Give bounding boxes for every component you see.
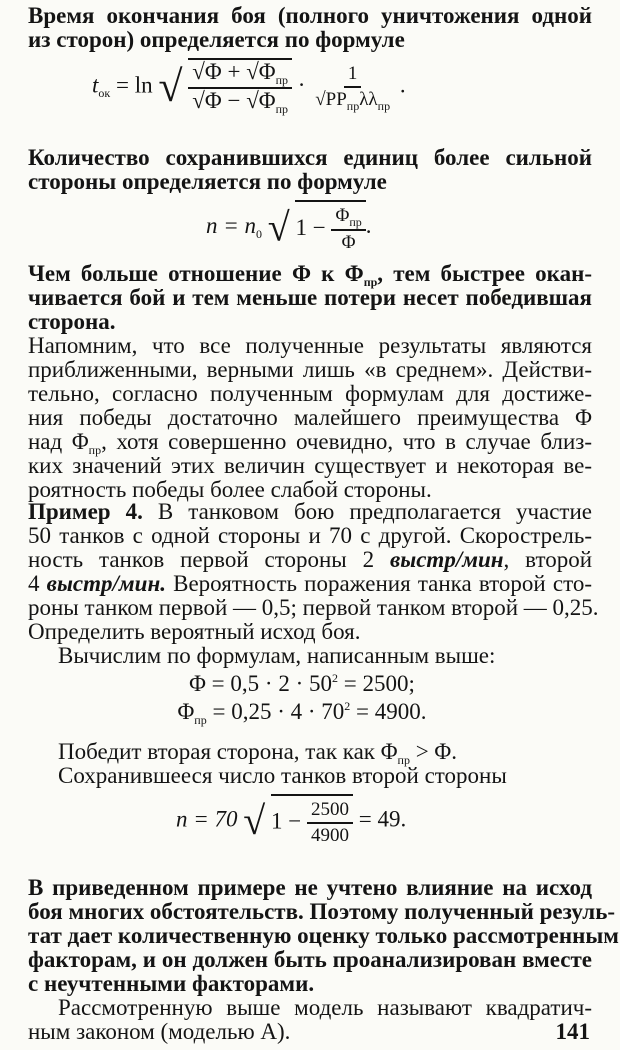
formula-operator: + bbox=[221, 59, 247, 84]
formula-term: 4900 bbox=[310, 825, 349, 846]
text-span: Вероятность поражения танка второй сто- bbox=[165, 571, 593, 596]
text-line: сторона. bbox=[28, 309, 116, 334]
formula-term: = 49. bbox=[352, 806, 407, 832]
formula-term: = 4900. bbox=[350, 699, 427, 724]
text-line: Рассмотренную выше модель называют квадратич- bbox=[58, 995, 592, 1020]
text-subscript: пр bbox=[397, 753, 410, 767]
text-line: Время окончания боя (полного уничтожения одной bbox=[28, 3, 592, 28]
formula-subscript: пр bbox=[194, 713, 207, 727]
text-span: , хотя совершенно очевидно, что в случае близ- bbox=[101, 429, 592, 454]
radical-sign: √ bbox=[158, 62, 183, 111]
radicand bbox=[271, 794, 353, 848]
text-line: ких значений этих величин существует и некоторая ве- bbox=[28, 453, 592, 478]
formula-superscript: 2 bbox=[344, 699, 351, 713]
text-span: 4 bbox=[28, 571, 47, 596]
text-span: ность танков первой стороны 2 bbox=[28, 547, 390, 572]
radical-sign: √ bbox=[243, 798, 266, 843]
formula-operator: · bbox=[297, 72, 306, 98]
page-number: 141 bbox=[555, 1019, 590, 1044]
formula-operator: . bbox=[365, 212, 372, 238]
text-line: факторам, и он должен быть проанализирован вместе bbox=[28, 947, 592, 972]
text-span: > Φ. bbox=[409, 739, 457, 764]
text-line: 50 танков с одной стороны и 70 с другой. Скорострель- bbox=[28, 523, 592, 548]
formula-result bbox=[176, 794, 406, 848]
formula-subscript: ок bbox=[98, 86, 111, 101]
formula-term: √Φ bbox=[192, 59, 222, 84]
formula-term: 1 − bbox=[270, 808, 302, 834]
formula-subscript: пр bbox=[275, 102, 289, 116]
text-line: Определить вероятный исход боя. bbox=[28, 619, 361, 644]
text-span: , второй bbox=[503, 547, 593, 572]
formula-operator: = ln bbox=[115, 72, 153, 98]
formula-fraction bbox=[307, 798, 353, 848]
formula-term: 1 − bbox=[295, 214, 326, 240]
formula-subscript: пр bbox=[275, 73, 289, 87]
radicand bbox=[295, 200, 365, 255]
text-line: Сохранившееся число танков второй стороны bbox=[58, 763, 507, 788]
text-line: с неучтенными факторами. bbox=[28, 971, 315, 996]
formula-symbol: t bbox=[92, 72, 99, 98]
text-span: выстр/мин bbox=[389, 547, 504, 572]
formula-remaining-units bbox=[206, 200, 372, 255]
text-line: ния победы достаточно малейшего преимущества Φ bbox=[28, 405, 592, 430]
text-line: В приведенном примере не учтено влияние на исход bbox=[28, 875, 592, 900]
formula-term: √PP bbox=[315, 88, 347, 110]
text-line bbox=[28, 500, 592, 524]
formula-term: λλ bbox=[359, 88, 378, 110]
text-line bbox=[28, 548, 592, 572]
formula-fraction bbox=[331, 204, 365, 255]
text-line: стороны определяется по формуле bbox=[28, 169, 387, 194]
formula-term: 1 bbox=[344, 62, 362, 88]
text-line: тельно, согласно полученным формулам для достиже- bbox=[28, 381, 592, 406]
text-line: из сторон) определяется по формуле bbox=[28, 27, 405, 52]
text-line: чивается бой и тем меньше потери несет победившая bbox=[28, 285, 592, 310]
text-line: боя многих обстоятельств. Поэтому полученный резуль- bbox=[28, 899, 616, 924]
text-span: , тем быстрее окан- bbox=[377, 261, 592, 286]
text-span: над Φ bbox=[28, 429, 89, 454]
formula-subscript: пр bbox=[346, 98, 360, 113]
formula-phi-pr bbox=[20, 700, 584, 727]
formula-subscript: пр bbox=[349, 215, 362, 229]
formula-battle-time bbox=[92, 58, 406, 116]
text-line: роны танком первой — 0,5; первой танком второй — 0,25. bbox=[28, 595, 599, 620]
formula-subscript: 0 bbox=[256, 226, 263, 241]
text-line: Количество сохранившихся единиц более сильной bbox=[28, 145, 592, 170]
formula-term: Φ bbox=[335, 205, 350, 226]
formula-term: 2500 bbox=[307, 798, 353, 824]
text-span: выстр/мин. bbox=[46, 571, 166, 596]
formula-term: Φ bbox=[341, 232, 356, 253]
text-subscript: пр bbox=[363, 275, 378, 289]
formula-subscript: пр bbox=[377, 98, 391, 113]
text-span: В танковом бою предполагается участие bbox=[142, 499, 592, 524]
formula-operator: . bbox=[399, 72, 406, 98]
formula-term: √Φ bbox=[192, 88, 222, 113]
formula-term: √Φ bbox=[246, 59, 276, 84]
formula-symbol: n = 70 bbox=[176, 806, 238, 832]
formula-fraction bbox=[188, 58, 292, 116]
text-line: ным законом (моделью А). bbox=[28, 1019, 291, 1044]
formula-term: √Φ bbox=[246, 88, 276, 113]
text-line: Вычислим по формулам, написанным выше: bbox=[58, 643, 496, 668]
text-span: Победит вторая сторона, так как Φ bbox=[58, 739, 398, 764]
formula-term: = 0,25 · 4 · 70 bbox=[206, 699, 345, 724]
formula-phi bbox=[20, 672, 584, 699]
example-label: Пример 4. bbox=[28, 499, 143, 524]
text-line: Напомним, что все полученные результаты являются bbox=[28, 333, 592, 358]
formula-superscript: 2 bbox=[331, 671, 338, 685]
text-span: Чем больше отношение Φ к Φ bbox=[28, 261, 364, 286]
formula-term: Φ = 0,5 · 2 · 50 bbox=[189, 671, 332, 696]
formula-term: = 2500; bbox=[337, 671, 415, 696]
formula-term: Φ bbox=[177, 699, 195, 724]
text-subscript: пр bbox=[88, 443, 102, 457]
text-line: тат дает количественную оценку только рассмотренным bbox=[28, 923, 619, 948]
text-line: приближенными, верными лишь «в среднем». Действи- bbox=[28, 357, 592, 382]
text-line: роятность победы более слабой стороны. bbox=[28, 477, 432, 502]
formula-operator: − bbox=[221, 88, 247, 113]
radical-sign: √ bbox=[267, 204, 290, 250]
formula-fraction bbox=[311, 62, 394, 113]
formula-symbol: n = n bbox=[206, 212, 257, 238]
text-line bbox=[28, 572, 592, 596]
